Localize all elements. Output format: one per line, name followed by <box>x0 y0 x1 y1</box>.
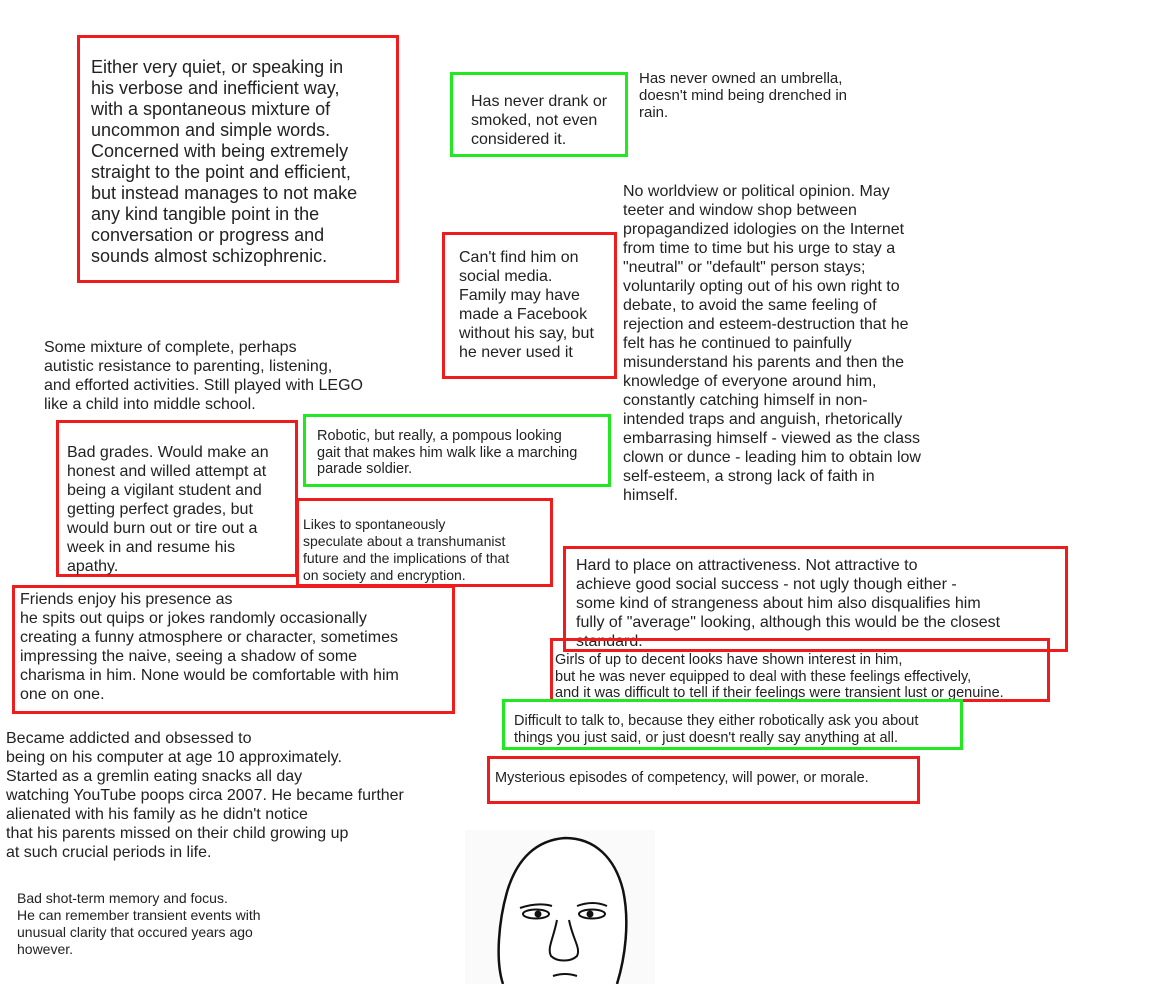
note-robotic-gait: Robotic, but really, a pompous looking gait that makes him walk like a marching parade soldier. <box>303 414 611 487</box>
note-computer-addiction: Became addicted and obsessed to being on his computer at age 10 approximately. Started as a gremlin eating snacks all day watching YouTube poops circa 2007. He became further alienated with his family as he didn't notice that his parents missed on their child growing up at such crucial periods in life. <box>6 730 404 861</box>
note-bad-grades: Bad grades. Would make an honest and willed attempt at being a vigilant student and getting perfect grades, but would burn out or tire out a week in and resume his apathy. <box>56 420 298 577</box>
note-speech-style: Either very quiet, or speaking in his verbose and inefficient way, with a spontaneous mixture of uncommon and simple words. Concerned with being extremely straight to the point and efficient, but instead manages to not make any kind tangible point in the conversation or progress and sounds almost schizophrenic. <box>77 35 399 283</box>
note-short-term-memory: Bad shot-term memory and focus. He can remember transient events with unusual clarity that occured years ago however. <box>17 890 261 957</box>
note-mysterious-episodes: Mysterious episodes of competency, will power, or morale. <box>487 756 920 804</box>
note-worldview: No worldview or political opinion. May teeter and window shop between propagandized idologies on the Internet from time to time but his urge to stay a "neutral" or "default" person stays; voluntarily opting out of his own right to debate, to avoid the same feeling of rejection and esteem-destruction that he felt has he continued to painfully misunderstand his parents and then the knowledge of everyone around him, constantly catching himself in non- intended traps and anguish, rhetorically embarrasing himself - viewed as the class clown or dunce - leading him to obtain low self-esteem, a strong lack of faith in himself. <box>623 183 921 504</box>
note-resistance-parenting: Some mixture of complete, perhaps autistic resistance to parenting, listening, and efforted activities. Still played with LEGO like a child into middle school. <box>44 339 363 413</box>
note-attractiveness: Hard to place on attractiveness. Not attractive to achieve good social success - not ugly though either - some kind of strangeness about him also disqualifies him fully of "average" looking, although this would be the closest standard. <box>563 546 1068 652</box>
note-transhumanist: Likes to spontaneously speculate about a transhumanist future and the implications of that on society and encryption. <box>296 498 553 587</box>
note-girls-interest: Girls of up to decent looks have shown interest in him, but he was never equipped to deal with these feelings effectively, and it was difficult to tell if their feelings were transient lust or genuine. <box>550 638 1050 702</box>
note-friends: Friends enjoy his presence as he spits out quips or jokes randomly occasionally creating a funny atmosphere or character, sometimes impressing the naive, seeing a shadow of some charisma in him. None would be comfortable with him one on one. <box>12 585 455 714</box>
note-never-drank: Has never drank or smoked, not even considered it. <box>450 72 628 157</box>
note-umbrella: Has never owned an umbrella, doesn't mind being drenched in rain. <box>639 70 848 121</box>
note-social-media: Can't find him on social media. Family may have made a Facebook without his say, but he never used it <box>442 232 617 379</box>
note-difficult-talk: Difficult to talk to, because they either robotically ask you about things you just said, or just doesn't really say anything at all. <box>502 699 963 750</box>
wojak-face-drawing <box>465 830 655 984</box>
